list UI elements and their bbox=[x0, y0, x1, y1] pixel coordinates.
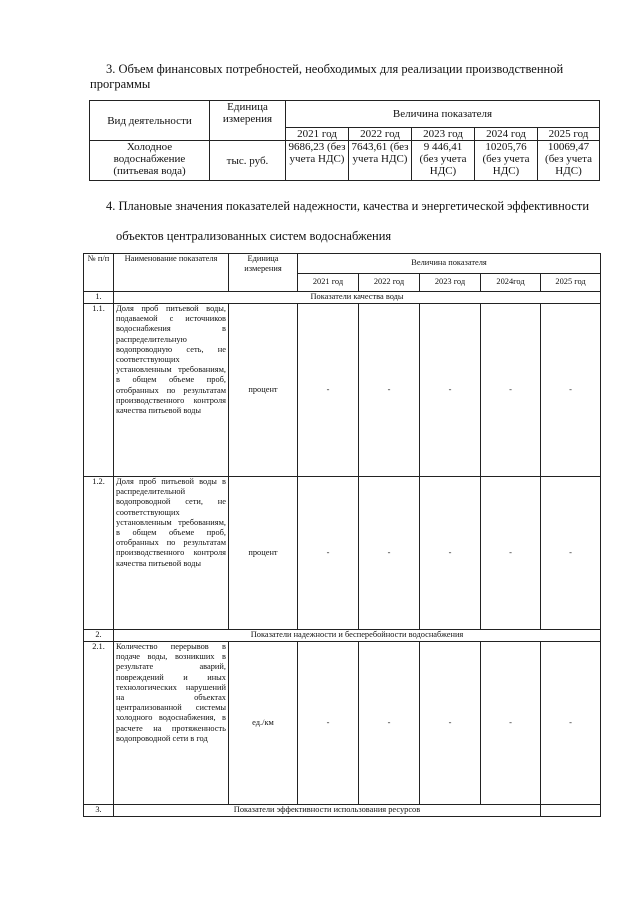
section-3-heading: 3. Объем финансовых потребностей, необходимых для реализации производственной программы bbox=[90, 62, 564, 91]
group-row bbox=[84, 292, 601, 304]
year-header: 2022 год bbox=[349, 128, 412, 141]
value-cell: - bbox=[298, 304, 359, 477]
group-row bbox=[84, 805, 601, 817]
value-cell: - bbox=[541, 642, 601, 805]
group-row bbox=[84, 630, 601, 642]
section-4-subheading: объектов централизованных систем водоснабжения bbox=[116, 229, 392, 243]
indicator-name: Доля проб питьевой воды в распределительной водопроводной сети, не соответствующих установленным требованиям, в общем объеме проб, отобранных по результатам производственного контроля качества питьевой воды bbox=[114, 477, 229, 630]
value-cell: - bbox=[541, 304, 601, 477]
header-unit: Единица измерения bbox=[210, 101, 286, 141]
indicators-table bbox=[83, 253, 601, 817]
year-header: 2024 год bbox=[475, 128, 538, 141]
year-header: 2021 год bbox=[298, 274, 359, 292]
header-value: Величина показателя bbox=[286, 101, 600, 128]
value-cell: - bbox=[298, 477, 359, 630]
table-row bbox=[84, 304, 601, 477]
year-header: 2025 год bbox=[538, 128, 600, 141]
value-cell: - bbox=[481, 642, 541, 805]
value-cell: - bbox=[298, 642, 359, 805]
indicator-unit: процент bbox=[229, 477, 298, 630]
unit-cell: тыс. руб. bbox=[210, 141, 286, 181]
header-value: Величина показателя bbox=[298, 254, 601, 274]
year-header: 2023 год bbox=[412, 128, 475, 141]
activity-cell: Холодное водоснабжение (питьевая вода) bbox=[90, 141, 210, 181]
value-cell: - bbox=[359, 477, 420, 630]
value-cell: 7643,61 (без учета НДС) bbox=[349, 141, 412, 181]
row-num: 2.1. bbox=[84, 642, 114, 805]
value-cell: 9 446,41 (без учета НДС) bbox=[412, 141, 475, 181]
value-cell: 9686,23 (без учета НДС) bbox=[286, 141, 349, 181]
header-unit: Единица измерения bbox=[229, 254, 298, 292]
group-title: Показатели надежности и бесперебойности водоснабжения bbox=[114, 630, 601, 642]
value-cell: - bbox=[541, 477, 601, 630]
year-header: 2023 год bbox=[420, 274, 481, 292]
indicator-name: Количество перерывов в подаче воды, возникших в результате аварий, повреждений и иных технологических нарушений на объектах централизованной системы холодного водоснабжения, в расчете на протяженность водопроводной сети в год bbox=[114, 642, 229, 805]
financial-needs-table bbox=[89, 100, 600, 181]
header-num: № п/п bbox=[84, 254, 114, 292]
value-cell: - bbox=[420, 477, 481, 630]
group-num: 3. bbox=[84, 805, 114, 817]
section-4-heading: 4. Плановые значения показателей надежности, качества и энергетической эффективности bbox=[106, 199, 590, 213]
value-cell: - bbox=[481, 304, 541, 477]
group-num: 1. bbox=[84, 292, 114, 304]
year-header: 2022 год bbox=[359, 274, 420, 292]
row-num: 1.1. bbox=[84, 304, 114, 477]
value-cell: - bbox=[481, 477, 541, 630]
table-row bbox=[84, 477, 601, 630]
group-num: 2. bbox=[84, 630, 114, 642]
table-row bbox=[90, 141, 600, 181]
value-cell: 10069,47 (без учета НДС) bbox=[538, 141, 600, 181]
indicator-unit: процент bbox=[229, 304, 298, 477]
value-cell: - bbox=[420, 304, 481, 477]
year-header: 2025 год bbox=[541, 274, 601, 292]
value-cell: - bbox=[359, 304, 420, 477]
indicator-unit: ед./км bbox=[229, 642, 298, 805]
header-name: Наименование показателя bbox=[114, 254, 229, 292]
value-cell: 10205,76 (без учета НДС) bbox=[475, 141, 538, 181]
value-cell: - bbox=[420, 642, 481, 805]
group-title: Показатели качества воды bbox=[114, 292, 601, 304]
group-title: Показатели эффективности использования ресурсов bbox=[114, 805, 541, 817]
header-activity: Вид деятельности bbox=[90, 101, 210, 141]
year-header: 2024год bbox=[481, 274, 541, 292]
row-num: 1.2. bbox=[84, 477, 114, 630]
empty-cell bbox=[541, 805, 601, 817]
year-header: 2021 год bbox=[286, 128, 349, 141]
indicator-name: Доля проб питьевой воды, подаваемой с источников водоснабжения в распределительную водопроводную сеть, не соответствующих установленным требованиям, в общем объеме проб, отобранных по результатам производственного контроля качества питьевой воды bbox=[114, 304, 229, 477]
table-row bbox=[84, 642, 601, 805]
value-cell: - bbox=[359, 642, 420, 805]
